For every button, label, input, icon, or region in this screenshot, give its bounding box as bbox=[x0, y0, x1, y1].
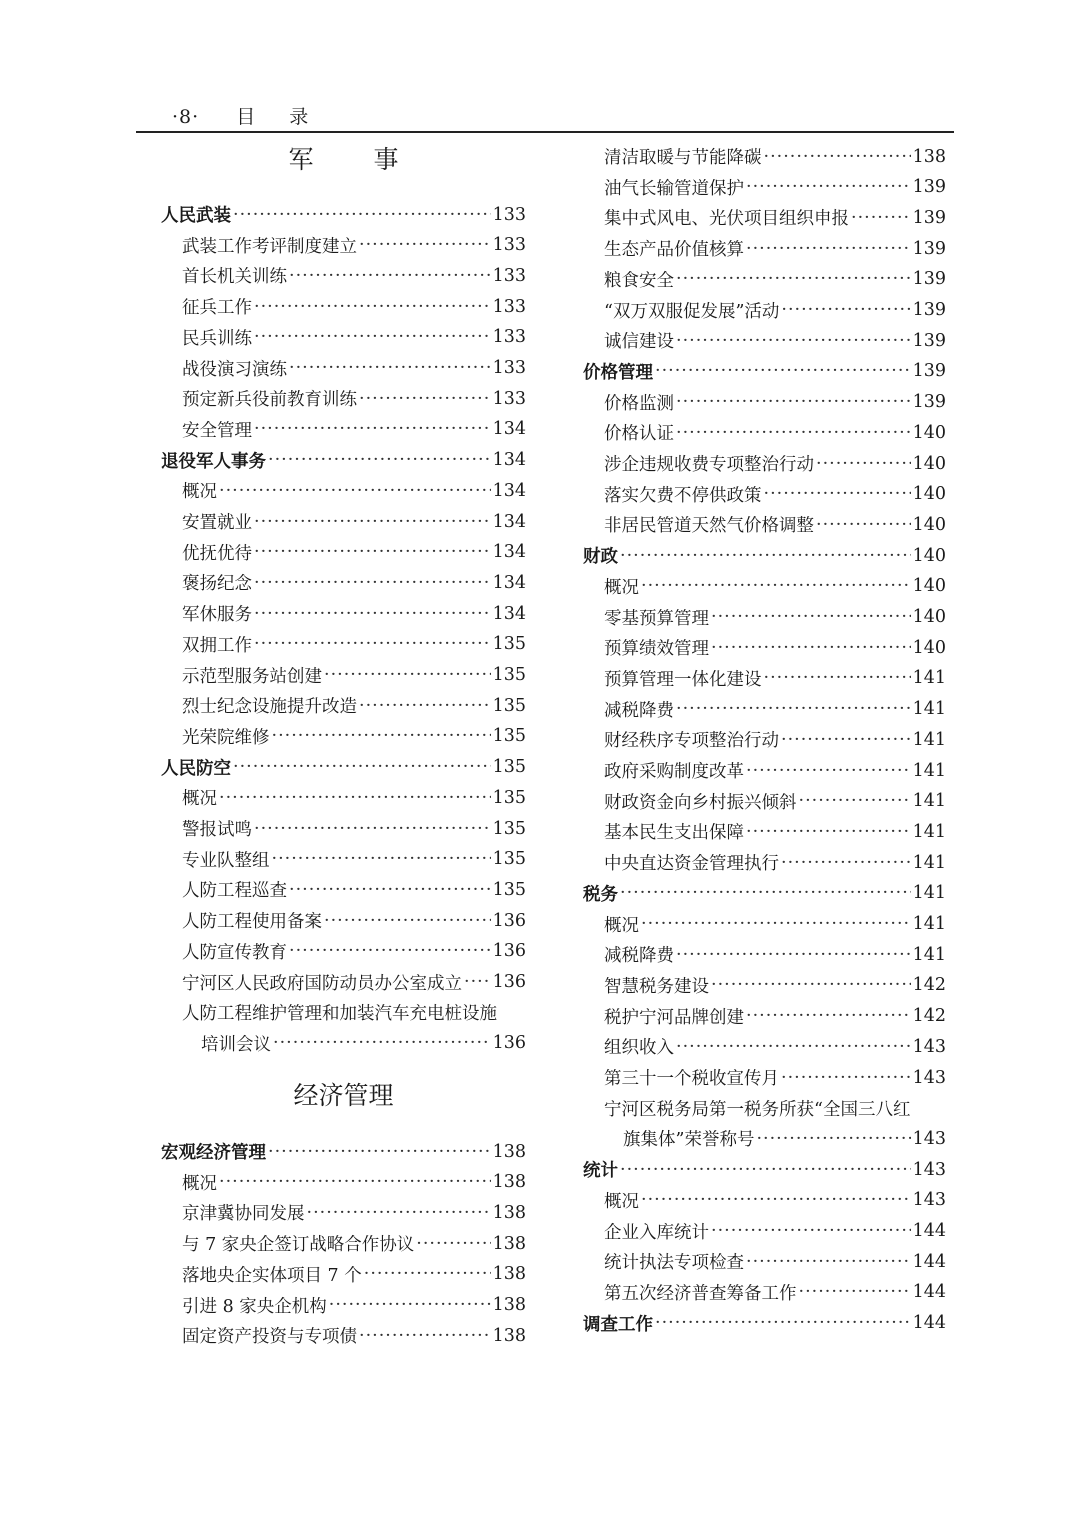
toc-entry[interactable] bbox=[583, 939, 946, 970]
toc-entry-title: 人防工程维护管理和加装汽车充电桩设施 bbox=[182, 1004, 497, 1025]
page-number: ·8· bbox=[172, 106, 200, 128]
toc-entry[interactable] bbox=[583, 602, 946, 633]
toc-category[interactable] bbox=[583, 878, 946, 909]
toc-page-number: 134 bbox=[492, 572, 526, 593]
toc-entry-title: 示范型服务站创建 bbox=[182, 666, 322, 687]
toc-page-number: 141 bbox=[912, 944, 946, 965]
toc-entry-title: 褒扬纪念 bbox=[182, 574, 252, 595]
toc-page-number: 136 bbox=[492, 972, 526, 992]
toc-page-number: 144 bbox=[912, 1282, 946, 1303]
dot-leader bbox=[764, 668, 911, 688]
toc-page-number: 141 bbox=[912, 791, 946, 812]
toc-entry-title: 京津冀协同发展 bbox=[182, 1204, 305, 1225]
toc-entry[interactable] bbox=[161, 629, 526, 660]
toc-entry-title: 财经秩序专项整治行动 bbox=[604, 731, 779, 752]
dot-leader bbox=[746, 1252, 911, 1272]
dot-leader bbox=[746, 761, 911, 781]
dot-leader bbox=[307, 1203, 491, 1223]
dot-leader bbox=[816, 515, 911, 535]
dot-leader bbox=[746, 177, 911, 197]
toc-entry[interactable] bbox=[583, 724, 946, 755]
dot-leader bbox=[816, 454, 911, 474]
toc-page-number: 134 bbox=[492, 480, 526, 501]
toc-entry[interactable] bbox=[583, 1185, 946, 1216]
toc-entry[interactable] bbox=[583, 1001, 946, 1032]
toc-page-number: 133 bbox=[492, 327, 526, 348]
toc-entry-title: 价格监测 bbox=[604, 393, 674, 414]
toc-entry-title: 烈士纪念设施提升改造 bbox=[182, 697, 357, 718]
toc-page-number: 138 bbox=[492, 1295, 526, 1315]
toc-entry-title: 武装工作考评制度建立 bbox=[182, 236, 357, 257]
dot-leader bbox=[329, 1295, 491, 1315]
dot-leader bbox=[272, 726, 491, 746]
toc-page-number: 140 bbox=[912, 545, 946, 566]
toc-entry-title: 第三十一个税收宣传月 bbox=[604, 1069, 779, 1089]
toc-entry[interactable] bbox=[583, 816, 946, 847]
toc-entry[interactable] bbox=[161, 1290, 526, 1321]
toc-entry[interactable] bbox=[161, 1228, 526, 1259]
dot-leader bbox=[764, 484, 911, 504]
toc-entry-title: 培训会议 bbox=[201, 1034, 271, 1055]
toc-page-number: 138 bbox=[492, 1172, 526, 1193]
toc-entry[interactable] bbox=[161, 905, 526, 936]
toc-category[interactable] bbox=[583, 1154, 946, 1185]
toc-entry[interactable] bbox=[583, 1093, 946, 1124]
toc-entry[interactable] bbox=[161, 537, 526, 568]
dot-leader bbox=[219, 481, 491, 501]
toc-entry-title: 民兵训练 bbox=[182, 328, 252, 349]
toc-page-number: 141 bbox=[912, 821, 946, 842]
toc-page-number: 141 bbox=[912, 852, 946, 873]
dot-leader bbox=[219, 788, 491, 808]
toc-entry[interactable] bbox=[161, 813, 526, 844]
dot-leader bbox=[324, 911, 491, 931]
dot-leader bbox=[711, 975, 911, 995]
toc-entry[interactable] bbox=[161, 291, 526, 322]
toc-entry[interactable] bbox=[161, 598, 526, 629]
toc-category[interactable] bbox=[161, 752, 526, 783]
toc-entry-title: 固定资产投资与专项债 bbox=[182, 1327, 357, 1348]
toc-entry-title: 企业入库统计 bbox=[604, 1222, 709, 1243]
dot-leader bbox=[254, 634, 491, 654]
dot-leader bbox=[272, 849, 491, 869]
toc-entry[interactable] bbox=[161, 1259, 526, 1290]
toc-entry-title: 双拥工作 bbox=[182, 635, 252, 656]
dot-leader bbox=[254, 819, 491, 839]
toc-page-number: 133 bbox=[492, 358, 526, 378]
toc-entry[interactable] bbox=[583, 202, 946, 233]
dot-leader bbox=[464, 972, 491, 992]
dot-leader bbox=[781, 730, 911, 750]
dot-leader bbox=[359, 696, 491, 716]
toc-page-number: 133 bbox=[492, 296, 526, 317]
dot-leader bbox=[620, 1160, 911, 1180]
toc-entry[interactable] bbox=[161, 782, 526, 813]
toc-category[interactable] bbox=[583, 1308, 946, 1339]
toc-page-number: 133 bbox=[492, 204, 526, 225]
toc-entry[interactable] bbox=[583, 233, 946, 264]
toc-entry-title: 基本民生支出保障 bbox=[604, 823, 744, 844]
toc-entry[interactable] bbox=[583, 141, 946, 172]
toc-page-number: 135 bbox=[492, 726, 526, 747]
toc-entry[interactable] bbox=[161, 414, 526, 445]
dot-leader bbox=[268, 1142, 491, 1162]
toc-entry-title: 概况 bbox=[182, 482, 217, 503]
dot-leader bbox=[289, 266, 491, 286]
dot-leader bbox=[799, 791, 911, 811]
dot-leader bbox=[676, 392, 911, 412]
toc-page-number: 139 bbox=[912, 330, 946, 351]
toc-page-number: 140 bbox=[912, 637, 946, 658]
toc-page-number: 141 bbox=[912, 729, 946, 750]
toc-entry[interactable] bbox=[161, 1167, 526, 1198]
toc-category[interactable] bbox=[583, 356, 946, 387]
header-title: 目 录 bbox=[236, 106, 323, 128]
toc-entry-title: 宁河区人民政府国防动员办公室成立 bbox=[182, 973, 462, 994]
toc-entry[interactable] bbox=[583, 1277, 946, 1308]
dot-leader bbox=[254, 604, 491, 624]
dot-leader bbox=[711, 607, 911, 627]
toc-page-number: 135 bbox=[492, 757, 526, 778]
toc-page-number: 138 bbox=[492, 1202, 526, 1223]
toc-page-number: 140 bbox=[912, 576, 946, 597]
dot-leader bbox=[359, 389, 491, 409]
toc-entry[interactable] bbox=[583, 1246, 946, 1277]
toc-entry-title: 落实欠费不停供政策 bbox=[604, 485, 762, 506]
toc-entry[interactable] bbox=[161, 844, 526, 875]
toc-page-number: 138 bbox=[492, 1264, 526, 1285]
dot-leader bbox=[273, 1033, 491, 1053]
dot-leader bbox=[359, 235, 491, 255]
toc-entry[interactable] bbox=[161, 567, 526, 598]
toc-page-number: 143 bbox=[912, 1036, 946, 1057]
dot-leader bbox=[268, 450, 491, 470]
toc-entry[interactable] bbox=[583, 387, 946, 418]
toc-entry[interactable] bbox=[161, 475, 526, 506]
toc-entry[interactable] bbox=[583, 663, 946, 694]
toc-entry[interactable] bbox=[161, 967, 526, 998]
toc-page-number: 138 bbox=[492, 1325, 526, 1346]
toc-page-number: 135 bbox=[492, 879, 526, 900]
dot-leader bbox=[254, 512, 491, 532]
dot-leader bbox=[676, 945, 911, 965]
toc-category[interactable] bbox=[161, 445, 526, 476]
dot-leader bbox=[746, 822, 911, 842]
toc-page-number: 139 bbox=[912, 177, 946, 198]
toc-page-number: 134 bbox=[492, 419, 526, 440]
toc-category[interactable] bbox=[583, 540, 946, 571]
toc-entry[interactable] bbox=[583, 1216, 946, 1247]
toc-page-number: 141 bbox=[912, 699, 946, 720]
toc-entry[interactable] bbox=[161, 997, 526, 1028]
dot-leader bbox=[620, 546, 911, 566]
toc-entry-title: 涉企违规收费专项整治行动 bbox=[604, 455, 814, 475]
toc-entry[interactable] bbox=[161, 506, 526, 537]
toc-entry-title: 统计执法专项检查 bbox=[604, 1253, 744, 1274]
toc-entry[interactable] bbox=[583, 509, 946, 540]
toc-entry-title: 政府采购制度改革 bbox=[604, 762, 744, 782]
toc-entry[interactable] bbox=[583, 694, 946, 725]
dot-leader bbox=[756, 1129, 910, 1149]
toc-page-number: 144 bbox=[912, 1251, 946, 1272]
toc-page-number: 133 bbox=[492, 235, 526, 256]
toc-entry[interactable] bbox=[161, 1028, 526, 1059]
toc-page-number: 134 bbox=[492, 542, 526, 563]
toc-page-number: 138 bbox=[912, 146, 946, 167]
toc-page-number: 143 bbox=[912, 1128, 946, 1149]
toc-entry-title: 人防工程使用备案 bbox=[182, 912, 322, 933]
toc-page-number: 143 bbox=[912, 1190, 946, 1211]
toc-page-number: 135 bbox=[492, 634, 526, 655]
toc-entry[interactable] bbox=[161, 260, 526, 291]
toc-entry[interactable] bbox=[161, 874, 526, 905]
dot-leader bbox=[233, 757, 491, 777]
dot-leader bbox=[655, 361, 911, 381]
toc-page-number: 143 bbox=[912, 1067, 946, 1088]
toc-page-number: 139 bbox=[912, 300, 946, 320]
dot-leader bbox=[324, 665, 491, 685]
toc-page-number: 139 bbox=[912, 207, 946, 228]
dot-leader bbox=[620, 883, 911, 903]
toc-entry[interactable] bbox=[583, 571, 946, 602]
toc-entry[interactable] bbox=[583, 1031, 946, 1062]
toc-entry-title: 退役军人事务 bbox=[161, 451, 266, 472]
toc-page-number: 141 bbox=[912, 668, 946, 689]
toc-page-number: 140 bbox=[912, 484, 946, 505]
toc-page-number: 134 bbox=[492, 450, 526, 471]
toc-entry[interactable] bbox=[161, 322, 526, 353]
dot-leader bbox=[676, 1037, 911, 1057]
toc-entry-title: 税务 bbox=[583, 884, 618, 905]
toc-entry[interactable] bbox=[583, 264, 946, 295]
toc-page-number: 133 bbox=[492, 265, 526, 286]
toc-entry-title: 宏观经济管理 bbox=[161, 1143, 266, 1163]
toc-page-number: 136 bbox=[492, 910, 526, 931]
dot-leader bbox=[799, 1282, 911, 1302]
toc-entry-title: 人民武装 bbox=[161, 206, 231, 226]
toc-page-number: 135 bbox=[492, 787, 526, 808]
toc-page-number: 139 bbox=[912, 238, 946, 259]
dot-leader bbox=[641, 576, 911, 596]
toc-page-number: 139 bbox=[912, 269, 946, 290]
section-heading: 军 事 bbox=[288, 145, 425, 174]
toc-entry-title: 统计 bbox=[583, 1161, 618, 1182]
toc-entry[interactable] bbox=[583, 632, 946, 663]
dot-leader bbox=[233, 205, 491, 225]
toc-page-number: 140 bbox=[912, 422, 946, 443]
toc-page-number: 135 bbox=[492, 695, 526, 716]
toc-entry[interactable] bbox=[583, 479, 946, 510]
dot-leader bbox=[641, 1190, 911, 1210]
toc-entry[interactable] bbox=[161, 721, 526, 752]
toc-entry-title: 集中式风电、光伏项目组织申报 bbox=[604, 209, 849, 230]
dot-leader bbox=[711, 638, 911, 658]
dot-leader bbox=[711, 1221, 911, 1241]
dot-leader bbox=[289, 941, 491, 961]
dot-leader bbox=[641, 914, 911, 934]
toc-entry-title: 中央直达资金管理执行 bbox=[604, 854, 779, 875]
toc-entry-title: 优抚优待 bbox=[182, 543, 252, 564]
toc-page-number: 141 bbox=[912, 760, 946, 781]
toc-entry-title: 人防宣传教育 bbox=[182, 942, 287, 963]
toc-page-number: 141 bbox=[912, 914, 946, 934]
toc-entry[interactable] bbox=[583, 325, 946, 356]
toc-entry[interactable] bbox=[583, 448, 946, 479]
toc-entry-title: 安置就业 bbox=[182, 513, 252, 533]
toc-page-number: 144 bbox=[912, 1313, 946, 1334]
toc-entry[interactable] bbox=[161, 353, 526, 384]
toc-page-number: 142 bbox=[912, 975, 946, 996]
dot-leader bbox=[254, 297, 491, 317]
toc-category[interactable] bbox=[161, 199, 526, 230]
dot-leader bbox=[781, 853, 911, 873]
toc-entry-title: 概况 bbox=[604, 577, 639, 598]
toc-page-number: 135 bbox=[492, 665, 526, 685]
toc-entry-title: 概况 bbox=[182, 1173, 217, 1194]
toc-entry-title: 组织收入 bbox=[604, 1038, 674, 1059]
toc-entry-title: 警报试鸣 bbox=[182, 820, 252, 840]
toc-entry[interactable] bbox=[583, 172, 946, 203]
toc-entry[interactable] bbox=[583, 295, 946, 326]
toc-entry-title: 首长机关训练 bbox=[182, 267, 287, 288]
toc-entry-title: 人民防空 bbox=[161, 758, 231, 779]
toc-entry-title: 税护宁河品牌创建 bbox=[604, 1007, 744, 1028]
toc-entry-title: 预算绩效管理 bbox=[604, 639, 709, 660]
dot-leader bbox=[851, 208, 911, 228]
dot-leader bbox=[254, 327, 491, 347]
toc-entry-title: 引进 8 家央企机构 bbox=[182, 1296, 327, 1317]
toc-entry-title: 人防工程巡查 bbox=[182, 881, 287, 902]
toc-entry-title: 第五次经济普查筹备工作 bbox=[604, 1283, 797, 1304]
toc-entry[interactable] bbox=[583, 1062, 946, 1093]
toc-entry-title: 战役演习演练 bbox=[182, 359, 287, 380]
toc-page-number: 142 bbox=[912, 1006, 946, 1027]
dot-leader bbox=[746, 1006, 911, 1026]
toc-page-number: 136 bbox=[492, 941, 526, 962]
page-header bbox=[172, 102, 322, 129]
toc-entry-title: 智慧税务建设 bbox=[604, 976, 709, 997]
toc-page-number: 141 bbox=[912, 883, 946, 904]
dot-leader bbox=[676, 331, 911, 351]
toc-entry[interactable] bbox=[161, 936, 526, 967]
dot-leader bbox=[359, 1326, 491, 1346]
toc-entry-title: 生态产品价值核算 bbox=[604, 240, 744, 261]
toc-page-number: 138 bbox=[492, 1141, 526, 1162]
toc-entry-title: 清洁取暖与节能降碳 bbox=[604, 148, 762, 168]
toc-entry-title: 专业队整组 bbox=[182, 850, 270, 871]
dot-leader bbox=[781, 300, 910, 320]
toc-page-number: 140 bbox=[912, 453, 946, 474]
dot-leader bbox=[364, 1264, 491, 1284]
toc-entry[interactable] bbox=[583, 909, 946, 940]
toc-entry[interactable] bbox=[583, 847, 946, 878]
toc-page-number: 139 bbox=[912, 361, 946, 382]
dot-leader bbox=[676, 269, 911, 289]
toc-entry[interactable] bbox=[161, 230, 526, 261]
dot-leader bbox=[254, 542, 491, 562]
toc-entry[interactable] bbox=[583, 755, 946, 786]
dot-leader bbox=[416, 1234, 490, 1254]
toc-page-number: 135 bbox=[492, 849, 526, 870]
toc-entry[interactable] bbox=[161, 690, 526, 721]
toc-entry[interactable] bbox=[583, 417, 946, 448]
toc-page-number: 135 bbox=[492, 818, 526, 839]
dot-leader bbox=[676, 699, 911, 719]
toc-page-number: 143 bbox=[912, 1159, 946, 1180]
toc-entry-title: 预定新兵役前教育训练 bbox=[182, 390, 357, 411]
header-rule bbox=[136, 131, 954, 133]
toc-entry-title: 军休服务 bbox=[182, 605, 252, 626]
toc-entry-title: 征兵工作 bbox=[182, 298, 252, 319]
toc-entry-title: 价格认证 bbox=[604, 424, 674, 445]
toc-entry[interactable] bbox=[161, 1320, 526, 1351]
toc-entry-title: 概况 bbox=[182, 789, 217, 810]
toc-entry-title: 安全管理 bbox=[182, 420, 252, 441]
toc-entry-title: 宁河区税务局第一税务所获“全国三八红 bbox=[604, 1099, 911, 1120]
toc-entry[interactable] bbox=[161, 383, 526, 414]
dot-leader bbox=[254, 419, 491, 439]
toc-entry[interactable] bbox=[161, 660, 526, 691]
dot-leader bbox=[764, 147, 911, 167]
toc-entry-title: 落地央企实体项目 7 个 bbox=[182, 1265, 362, 1286]
toc-category[interactable] bbox=[161, 1136, 526, 1167]
dot-leader bbox=[746, 239, 911, 259]
toc-page-number: 134 bbox=[492, 603, 526, 624]
toc-entry[interactable] bbox=[583, 970, 946, 1001]
dot-leader bbox=[655, 1313, 911, 1333]
dot-leader bbox=[781, 1068, 911, 1088]
toc-entry-title: 粮食安全 bbox=[604, 270, 674, 291]
toc-entry-title: 财政 bbox=[583, 547, 618, 568]
toc-entry-title: 价格管理 bbox=[583, 362, 653, 383]
toc-entry-title: 调查工作 bbox=[583, 1314, 653, 1335]
toc-entry-title: 油气长输管道保护 bbox=[604, 178, 744, 199]
toc-entry-title: 预算管理一体化建设 bbox=[604, 669, 762, 690]
toc-page-number: 139 bbox=[912, 392, 946, 413]
toc-page-number: 140 bbox=[912, 514, 946, 535]
toc-page-number: 140 bbox=[912, 607, 946, 627]
dot-leader bbox=[219, 1172, 491, 1192]
toc-entry[interactable] bbox=[161, 1197, 526, 1228]
toc-entry-title: 诚信建设 bbox=[604, 332, 674, 353]
toc-entry-title: 概况 bbox=[604, 915, 639, 936]
toc-page-number: 138 bbox=[492, 1233, 526, 1254]
toc-entry[interactable] bbox=[583, 1123, 946, 1154]
toc-entry-title: 旗集体”荣誉称号 bbox=[623, 1130, 755, 1151]
section-heading: 经济管理 bbox=[293, 1081, 394, 1110]
toc-entry-title: 财政资金向乡村振兴倾斜 bbox=[604, 792, 797, 813]
toc-entry-title: 减税降费 bbox=[604, 700, 674, 721]
toc-entry-title: 非居民管道天然气价格调整 bbox=[604, 516, 814, 537]
dot-leader bbox=[676, 423, 911, 443]
toc-entry[interactable] bbox=[583, 786, 946, 817]
toc-entry-title: 减税降费 bbox=[604, 946, 674, 967]
dot-leader bbox=[289, 880, 491, 900]
toc-entry-title: 光荣院维修 bbox=[182, 727, 270, 748]
toc-entry-title: “双万双服促发展”活动 bbox=[604, 301, 780, 322]
toc-page-number: 133 bbox=[492, 388, 526, 409]
dot-leader bbox=[254, 573, 491, 593]
toc-entry-title: 零基预算管理 bbox=[604, 608, 709, 629]
toc-entry-title: 概况 bbox=[604, 1191, 639, 1212]
toc-page-number: 144 bbox=[912, 1221, 946, 1241]
dot-leader bbox=[289, 358, 491, 378]
toc-entry-title: 与 7 家央企签订战略合作协议 bbox=[182, 1235, 415, 1256]
toc-page-number: 136 bbox=[492, 1033, 526, 1054]
toc-page-number: 134 bbox=[492, 511, 526, 532]
